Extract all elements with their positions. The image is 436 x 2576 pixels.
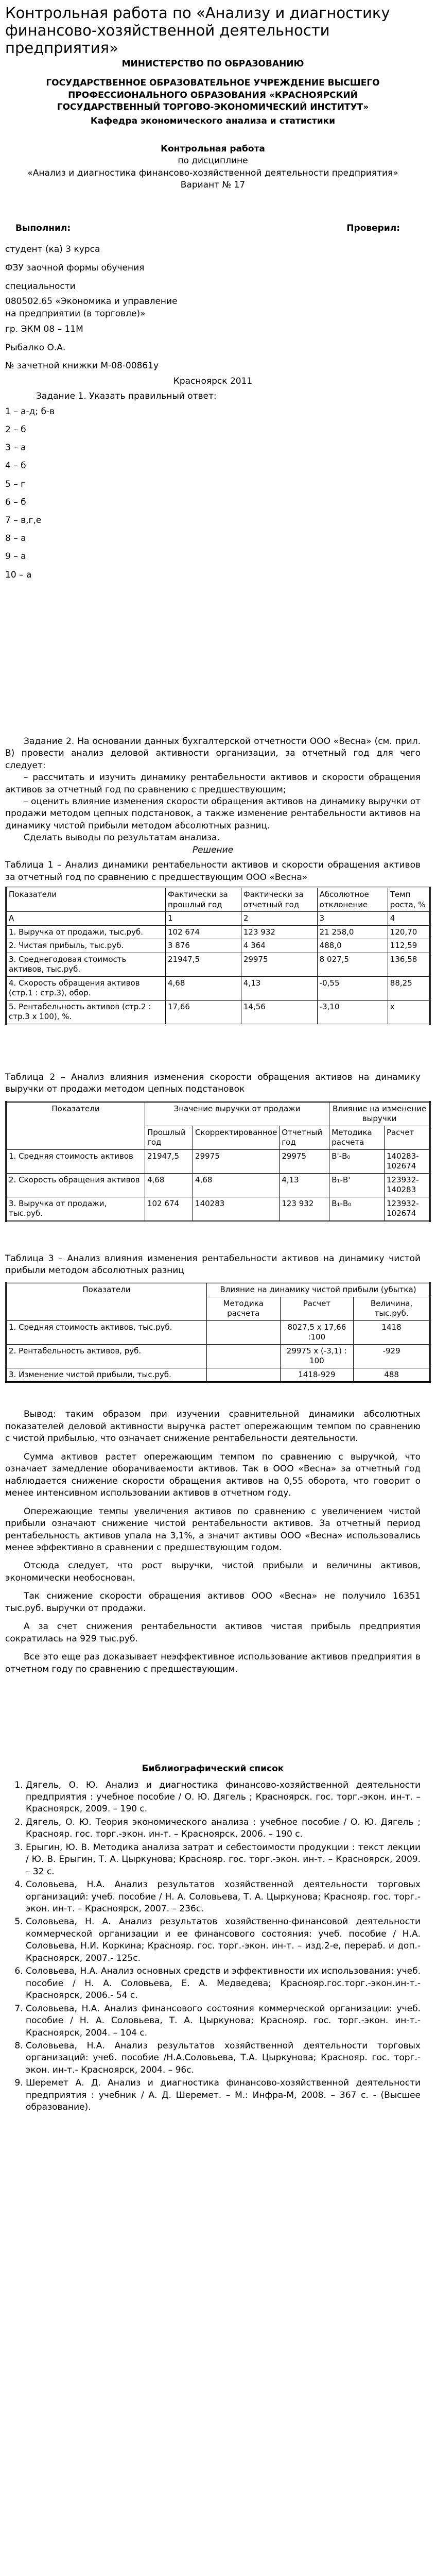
table-row bbox=[6, 1149, 430, 1173]
table-cell: 1418 bbox=[354, 1320, 430, 1344]
table-cell: 4,13 bbox=[280, 1173, 329, 1197]
table-row bbox=[6, 939, 430, 953]
table-header-cell: Расчет bbox=[385, 1126, 430, 1149]
bibliography-item: 9. Шеремет А. Д. Анализ и диагностика финансово-хозяйственной деятельности предприятия : учебник / А. Д. Шеремет. – М.: Инфра-М, 2008. – 367 с. - (Высшее образование). bbox=[26, 2077, 421, 2113]
table-cell: 29975 bbox=[241, 953, 317, 976]
solution-heading: Решение bbox=[192, 844, 234, 855]
conclusions bbox=[5, 1409, 421, 1675]
table-header-cell: Значение выручки от продажи bbox=[145, 1101, 329, 1126]
conclusion-paragraph: А за счет снижения рентабельности активов чистая прибыль предприятия сократилась на 929 тыс.руб. bbox=[5, 1621, 421, 1644]
table-cell: 2. Чистая прибыль, тыс.руб. bbox=[6, 939, 166, 953]
answer-item: 4 – б bbox=[5, 461, 26, 471]
table-cell: 3. Выручка от продажи, тыс.руб. bbox=[6, 1197, 145, 1221]
table-header-cell: Отчетный год bbox=[280, 1126, 329, 1149]
conclusion-paragraph: Сумма активов растет опережающим темпом по сравнению с выручкой, что означает замедление оборачиваемости активов. Так в ООО «Весна» за отчетный год наблюдается снижение скорости обращения активов на 0,55 оборота, что говорит о менее интенсивном использовании активов в отчетном году. bbox=[5, 1451, 421, 1499]
student-line: студент (ка) 3 курса bbox=[5, 244, 100, 255]
table-cell: 2 bbox=[241, 912, 317, 926]
roles-row bbox=[5, 223, 421, 234]
ministry: МИНИСТЕРСТВО ПО ОБРАЗОВАНИЮ bbox=[121, 58, 304, 69]
table-header-row bbox=[6, 1101, 430, 1126]
table-cell: 136,58 bbox=[388, 953, 430, 976]
table-header-cell: Расчет bbox=[280, 1297, 354, 1320]
table-cell: 8027,5 х 17,66 :100 bbox=[280, 1320, 354, 1344]
table-cell: 140283 bbox=[193, 1197, 280, 1221]
table-cell: 1418-929 bbox=[280, 1368, 354, 1382]
table-cell bbox=[207, 1368, 281, 1382]
bibliography-item: 2. Дягель, О. Ю. Теория экономического анализа : учебное пособие / О. Ю. Дягель ; Краснояр. гос. торг.-экон. ин-т. – Красноярск, 2006. – 190 с. bbox=[26, 1817, 421, 1841]
conclusion-paragraph: Отсюда следует, что рост выручки, чистой прибыли и величины активов, экономически необоснован. bbox=[5, 1561, 421, 1583]
table-cell: В₁-В₀ bbox=[329, 1197, 385, 1221]
student-line: на предприятии (в торговле)» bbox=[5, 309, 146, 319]
table-cell: 29975 х (-3,1) : 100 bbox=[280, 1344, 354, 1368]
table-row bbox=[6, 1197, 430, 1221]
answer-item: 7 – в,г,е bbox=[5, 515, 42, 526]
table-cell: 17,66 bbox=[166, 1000, 241, 1024]
table-cell: 123932-140283 bbox=[385, 1173, 430, 1197]
bibliography-item: 3. Ерыгин, Ю. В. Методика анализа затрат и себестоимости продукции : текст лекции / Ю. В. Ерыгин, Т. А. Цыркунова; Краснояр. гос. торг.-экон. ин-т. – Красноярск, 2009. – 32 с. bbox=[26, 1842, 421, 1878]
table-cell: 488 bbox=[354, 1368, 430, 1382]
city-year: Красноярск 2011 bbox=[173, 376, 253, 386]
table-cell: 3 bbox=[317, 912, 388, 926]
table2 bbox=[5, 1101, 431, 1222]
table-header-cell: Влияние на динамику чистой прибыли (убытка) bbox=[207, 1283, 430, 1297]
task2-paragraph: Задание 2. На основании данных бухгалтерской отчетности ООО «Весна» (см. прил. В) провести анализ деловой активности организации, за отчетный год для чего следует: bbox=[5, 736, 421, 771]
table-cell: 14,56 bbox=[241, 1000, 317, 1024]
table-row bbox=[6, 953, 430, 976]
table-cell: 4 bbox=[388, 912, 430, 926]
author-label: Выполнил: bbox=[15, 223, 71, 233]
table-row bbox=[6, 912, 430, 926]
table-header-cell: Показатели bbox=[6, 1283, 207, 1321]
table-cell: 21947,5 bbox=[145, 1149, 193, 1173]
answer-item: 3 – а bbox=[5, 443, 26, 453]
org-line: ГОСУДАРСТВЕННЫЙ ТОРГОВО-ЭКОНОМИЧЕСКИЙ ИНСТИТУТ» bbox=[57, 102, 369, 113]
discipline-label: по дисциплине bbox=[178, 156, 248, 166]
variant: Вариант № 17 bbox=[180, 180, 246, 191]
answers-list bbox=[5, 405, 421, 582]
table-cell: 4,68 bbox=[145, 1173, 193, 1197]
table-cell: х bbox=[388, 1000, 430, 1024]
department: Кафедра экономического анализа и статистики bbox=[90, 116, 336, 127]
table-cell: 123 932 bbox=[241, 925, 317, 939]
organization-name bbox=[5, 77, 421, 113]
bibliography-heading: Библиографический список bbox=[142, 1764, 284, 1774]
answer-item: 5 – г bbox=[5, 479, 26, 489]
student-line: гр. ЭКМ 08 – 11М bbox=[5, 324, 83, 334]
bibliography-item: 1. Дягель, О. Ю. Анализ и диагностика финансово-хозяйственной деятельности предприятия : учебное пособие / О. Ю. Дягель ; Красноярск. гос. торг.-экон. ин-т. – Красноярск, 2009. – 190 с. bbox=[26, 1780, 421, 1816]
bibliography-item: 6. Соловьева, Н.А. Анализ основных средств и эффективности их использования: учеб. пособие / Н. А. Соловьева, Е. А. Медведева; Краснояр.гос.торг.-экон.ин-т.- Красноярск, 2006.- 54 с. bbox=[26, 1965, 421, 2002]
table-row bbox=[6, 925, 430, 939]
table-header-cell: Скорректированное bbox=[193, 1126, 280, 1149]
bibliography-list bbox=[5, 1780, 421, 2114]
answer-item: 6 – б bbox=[5, 497, 26, 507]
task2-paragraph: – рассчитать и изучить динамику рентабельности активов и скорости обращения активов за отчетный год по сравнению с предшествующим; bbox=[5, 772, 421, 795]
table-cell: 29975 bbox=[280, 1149, 329, 1173]
table-cell: 102 674 bbox=[145, 1197, 193, 1221]
bibliography-item: 4. Соловьева, Н.А. Анализ результатов хозяйственной деятельности торговых организаций: учеб. пособие / Н. А. Соловьева, Т. А. Цыркунова; Краснояр. гос. торг.-экон. ин-т. – Красноярск, 2007. – 236с. bbox=[26, 1879, 421, 1915]
table-cell: 88,25 bbox=[388, 976, 430, 1000]
answer-item: 2 – б bbox=[5, 425, 26, 435]
table-cell: 1. Выручка от продажи, тыс.руб. bbox=[6, 925, 166, 939]
table-cell: 8 027,5 bbox=[317, 953, 388, 976]
table-cell: 3 876 bbox=[166, 939, 241, 953]
task1-heading: Задание 1. Указать правильный ответ: bbox=[36, 391, 217, 402]
table-row bbox=[6, 1368, 430, 1382]
table-cell: 140283-102674 bbox=[385, 1149, 430, 1173]
table-cell: 4 364 bbox=[241, 939, 317, 953]
student-line: Рыбалко О.А. bbox=[5, 342, 66, 353]
table-header-row bbox=[6, 1283, 430, 1297]
table-cell: 4,68 bbox=[193, 1173, 280, 1197]
table-header-cell: Величина, тыс.руб. bbox=[354, 1297, 430, 1320]
table-header-cell: Показатели bbox=[6, 1101, 145, 1149]
table-row bbox=[6, 1173, 430, 1197]
table-row bbox=[6, 1000, 430, 1024]
table-header-cell: Показатели bbox=[6, 888, 166, 912]
table-row bbox=[6, 1344, 430, 1368]
table-row bbox=[6, 1320, 430, 1344]
table-cell: 123 932 bbox=[280, 1197, 329, 1221]
table-cell: 488,0 bbox=[317, 939, 388, 953]
table-header-cell: Фактически за прошлый год bbox=[166, 888, 241, 912]
table2-caption: Таблица 2 – Анализ влияния изменения скорости обращения активов на динамику выручки от продажи методом цепных подстановок bbox=[5, 1072, 421, 1095]
table-cell: 112,59 bbox=[388, 939, 430, 953]
student-line: № зачетной книжки М-08-00861у bbox=[5, 361, 159, 371]
table-cell: 2. Рентабельность активов, руб. bbox=[6, 1344, 207, 1368]
answer-item: 9 – а bbox=[5, 551, 26, 562]
answer-item: 8 – а bbox=[5, 533, 26, 544]
table-cell: 1. Средняя стоимость активов bbox=[6, 1149, 145, 1173]
table1 bbox=[5, 887, 431, 1025]
conclusion-paragraph: Вывод: таким образом при изучении сравнительной динамики абсолютных показателей деловой активности выручка растет опережающим темпом по сравнению с чистой прибылью, что означает снижение рентабельности деятельности. bbox=[5, 1409, 421, 1444]
task2-paragraph: Сделать выводы по результатам анализа. bbox=[24, 833, 220, 843]
table3 bbox=[5, 1282, 431, 1383]
org-line: ГОСУДАРСТВЕННОЕ ОБРАЗОВАТЕЛЬНОЕ УЧРЕЖДЕНИЕ ВЫСШЕГО bbox=[46, 78, 380, 89]
table-cell: 2. Скорость обращения активов bbox=[6, 1173, 145, 1197]
table-row bbox=[6, 976, 430, 1000]
conclusion-paragraph: Все это еще раз доказывает неэффективное использование активов предприятия в отчетном году по сравнению с предшествующим. bbox=[5, 1652, 421, 1674]
table-cell: 4,13 bbox=[241, 976, 317, 1000]
bibliography-item: 5. Соловьева, Н. А. Анализ результатов хозяйственно-финансовой деятельности коммерческой организации и ее финансового состояния: учеб. пособие / Н.А. Соловьева, Н.И. Коркина; Краснояр. гос. торг.-экон. ин-т. – изд.2-е, перераб. и доп.- Красноярск, 2007.- 125с. bbox=[26, 1916, 421, 1964]
table-cell: 3. Изменение чистой прибыли, тыс.руб. bbox=[6, 1368, 207, 1382]
table3-caption: Таблица 3 – Анализ влияния изменения рентабельности активов на динамику чистой прибыли методом абсолютных разниц bbox=[5, 1253, 421, 1276]
table-cell: 102 674 bbox=[166, 925, 241, 939]
checker-label: Проверил: bbox=[346, 223, 400, 233]
table-cell bbox=[207, 1320, 281, 1344]
discipline: «Анализ и диагностика финансово-хозяйственной деятельности предприятия» bbox=[27, 167, 398, 178]
table-cell bbox=[207, 1344, 281, 1368]
work-type: Контрольная работа bbox=[161, 143, 265, 154]
conclusion-paragraph: Так снижение скорости обращения активов ООО «Весна» не получило 16351 тыс.руб. выручки от продажи. bbox=[5, 1591, 421, 1614]
table-cell: 1. Средняя стоимость активов, тыс.руб. bbox=[6, 1320, 207, 1344]
table-header-cell: Влияние на изменение выручки bbox=[329, 1101, 430, 1126]
table-cell: 123932-102674 bbox=[385, 1197, 430, 1221]
table-cell: -3,10 bbox=[317, 1000, 388, 1024]
student-line: специальности bbox=[5, 281, 76, 292]
bibliography-item: 8. Соловьева, Н.А. Анализ результатов хозяйственной деятельности торговых организаций: учеб. пособие /Н.А.Соловьева, Т.А. Цыркунова; Краснояр. гос. торг.-экон. ин-т.- Красноярск, 2004. – 96с. bbox=[26, 2040, 421, 2076]
student-info bbox=[5, 241, 421, 376]
table-header-cell: Методика расчета bbox=[329, 1126, 385, 1149]
table-cell: А bbox=[6, 912, 166, 926]
table-cell: 4,68 bbox=[166, 976, 241, 1000]
table-cell: -0,55 bbox=[317, 976, 388, 1000]
table-cell: В₁-В' bbox=[329, 1173, 385, 1197]
table-header-row bbox=[6, 888, 430, 912]
document-title: Контрольная работа по «Анализу и диагностику финансово-хозяйственной деятельности предприятия» bbox=[5, 4, 390, 57]
table-cell: -929 bbox=[354, 1344, 430, 1368]
org-line: ПРОФЕССИОНАЛЬНОГО ОБРАЗОВАНИЯ «КРАСНОЯРСКИЙ bbox=[68, 90, 358, 100]
student-line: 080502.65 «Экономика и управление bbox=[5, 296, 178, 307]
bibliography-item: 7. Соловьева, Н.А. Анализ финансового состояния коммерческой организации: учеб. пособие / Н. А. Соловьева, Т. А. Цыркунова; Краснояр. гос. торг.-экон. ин-т.- Красноярск, 2004. – 104 с. bbox=[26, 2003, 421, 2039]
table-cell: 4. Скорость обращения активов (стр.1 : стр.3), обор. bbox=[6, 976, 166, 1000]
table-cell: 120,70 bbox=[388, 925, 430, 939]
table-cell: 3. Среднегодовая стоимость активов, тыс.руб. bbox=[6, 953, 166, 976]
conclusion-paragraph: Опережающие темпы увеличения активов по сравнению с увеличением чистой прибыли означают снижение чистой рентабельности активов. За отчетный период рентабельность активов упала на 3,1%, а значит активы ООО «Весна» использовались менее эффективно в сравнении с предшествующим годом. bbox=[5, 1506, 421, 1553]
student-line: ФЗУ заочной формы обучения bbox=[5, 262, 145, 273]
table-header-cell: Методика расчета bbox=[207, 1297, 281, 1320]
table1-caption: Таблица 1 – Анализ динамики рентабельности активов и скорости обращения активов за отчетный год по сравнению с предшествующим ООО «Весна» bbox=[5, 860, 421, 883]
table-cell: 5. Рентабельность активов (стр.2 : стр.3 х 100), %. bbox=[6, 1000, 166, 1024]
answer-item: 1 – а-д; б-в bbox=[5, 406, 55, 417]
table-header-cell: Абсолютное отклонение bbox=[317, 888, 388, 912]
table-cell: 21947,5 bbox=[166, 953, 241, 976]
table-header-cell: Фактически за отчетный год bbox=[241, 888, 317, 912]
table-cell: 21 258,0 bbox=[317, 925, 388, 939]
table-header-cell: Темп роста, % bbox=[388, 888, 430, 912]
table-cell: 29975 bbox=[193, 1149, 280, 1173]
table-cell: 1 bbox=[166, 912, 241, 926]
table-header-cell: Прошлый год bbox=[145, 1126, 193, 1149]
answer-item: 10 – а bbox=[5, 569, 32, 580]
task2-paragraph: – оценить влияние изменения скорости обращения активов на динамику выручки от продажи методом цепных подстановок, а также изменение рентабельности активов на динамику чистой прибыли методом абсолютных разниц. bbox=[5, 796, 421, 831]
table-cell: В'-В₀ bbox=[329, 1149, 385, 1173]
